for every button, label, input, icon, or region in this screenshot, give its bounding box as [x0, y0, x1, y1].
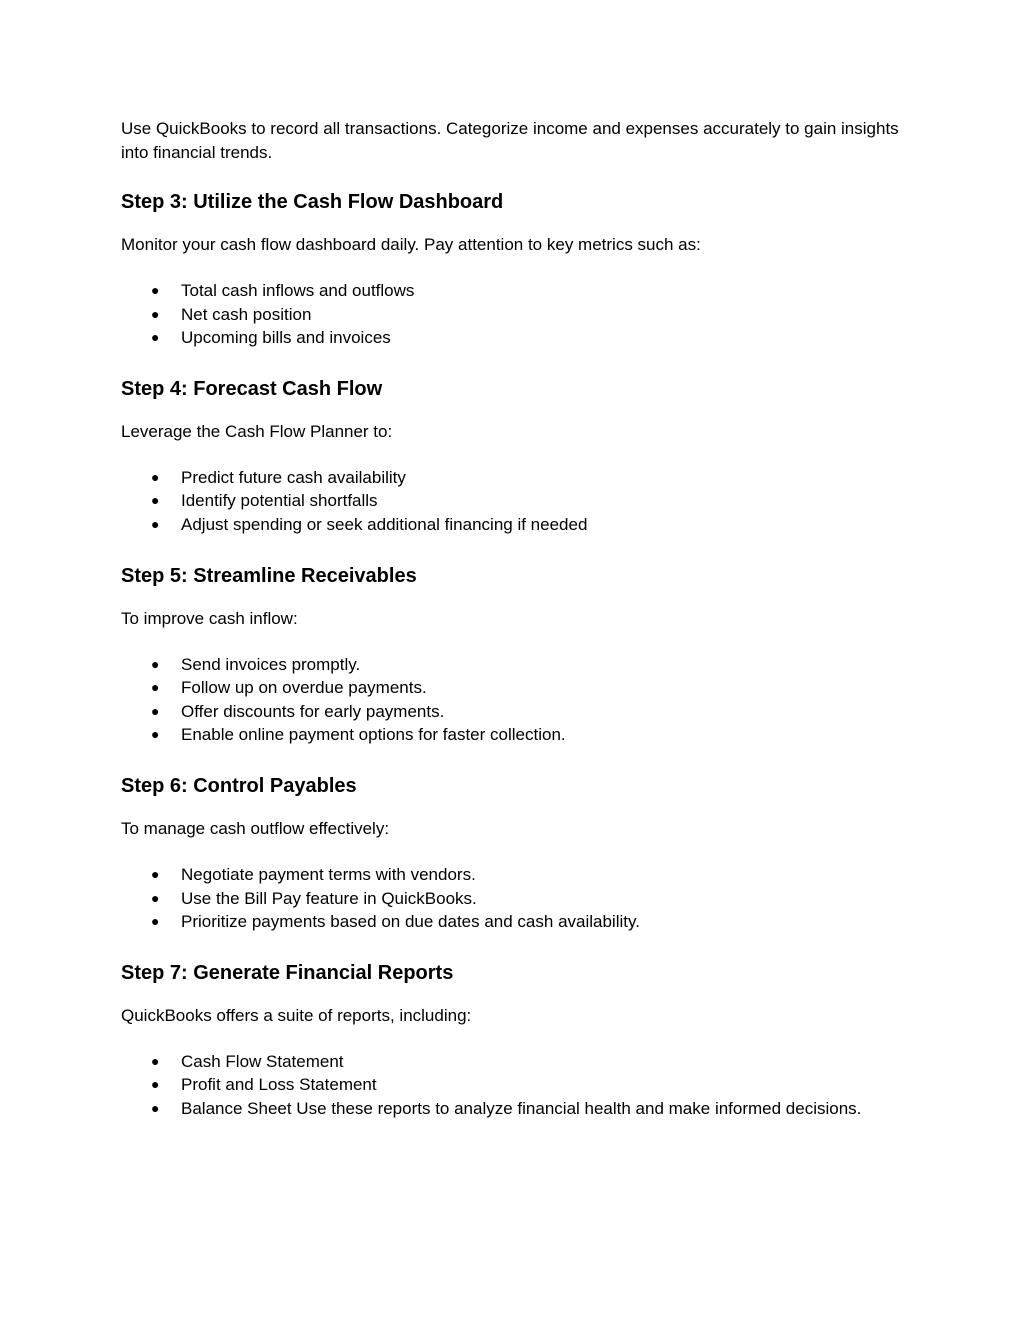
bullet-list [121, 1050, 911, 1121]
bullet-icon: ● [151, 282, 160, 298]
bullet-icon: ● [151, 865, 160, 882]
section-heading: Step 5: Streamline Receivables [121, 564, 417, 587]
section-heading: Step 7: Generate Financial Reports [121, 961, 454, 984]
section-heading: Step 6: Control Payables [121, 774, 357, 797]
bullet-icon: ● [151, 305, 160, 322]
list-item [121, 723, 911, 747]
bullet-list [121, 863, 911, 934]
list-item [121, 303, 911, 327]
list-item-text: Predict future cash availability [181, 467, 406, 487]
bullet-icon: ● [151, 1076, 160, 1093]
list-item-text: Upcoming bills and invoices [181, 328, 391, 348]
list-item-text: Total cash inflows and outflows [181, 281, 415, 300]
list-item [121, 1097, 911, 1121]
list-item [121, 653, 911, 677]
bullet-list [121, 653, 911, 747]
bullet-list [121, 466, 911, 537]
list-item-text: Enable online payment options for faster collection. [181, 725, 566, 745]
list-item-text: Net cash position [181, 304, 312, 324]
bullet-icon: ● [151, 889, 160, 906]
bullet-icon: ● [151, 515, 160, 532]
list-item [121, 513, 911, 537]
section-heading: Step 3: Utilize the Cash Flow Dashboard [121, 191, 504, 213]
section-lead: To improve cash inflow: [121, 608, 298, 628]
section-step-6 [121, 773, 911, 960]
section-lead: Leverage the Cash Flow Planner to: [121, 421, 393, 441]
list-item-text: Adjust spending or seek additional financing if needed [181, 514, 588, 534]
list-item [121, 489, 911, 513]
bullet-icon: ● [151, 913, 160, 930]
list-item [121, 326, 911, 350]
list-item [121, 910, 911, 934]
list-item [121, 1073, 911, 1097]
document-page [121, 117, 911, 1121]
section-heading: Step 4: Forecast Cash Flow [121, 377, 383, 400]
list-item [121, 279, 911, 303]
bullet-icon: ● [151, 1052, 160, 1069]
list-item-text: Profit and Loss Statement [181, 1075, 377, 1095]
bullet-icon: ● [151, 655, 160, 672]
bullet-icon: ● [151, 492, 160, 509]
list-item-text: Negotiate payment terms with vendors. [181, 864, 476, 884]
section-lead: QuickBooks offers a suite of reports, including: [121, 1005, 472, 1025]
list-item-text: Balance Sheet Use these reports to analyze financial health and make informed decisions. [181, 1098, 862, 1118]
list-item-text: Cash Flow Statement [181, 1051, 344, 1071]
list-item [121, 887, 911, 911]
list-item [121, 700, 911, 724]
section-lead: To manage cash outflow effectively: [121, 818, 390, 838]
section-lead: Monitor your cash flow dashboard daily. Pay attention to key metrics such as: [121, 235, 701, 254]
section-step-4 [121, 376, 911, 563]
section-step-7 [121, 960, 911, 1121]
section-step-5 [121, 563, 911, 773]
intro-paragraph: Use QuickBooks to record all transactions. Categorize income and expenses accurately to gain insights into financial trends. [121, 119, 899, 162]
bullet-icon: ● [151, 468, 160, 485]
bullet-list [121, 279, 911, 350]
list-item-text: Send invoices promptly. [181, 654, 361, 674]
list-item-text: Prioritize payments based on due dates and cash availability. [181, 912, 640, 932]
list-item-text: Identify potential shortfalls [181, 491, 378, 511]
list-item [121, 1050, 911, 1074]
list-item-text: Use the Bill Pay feature in QuickBooks. [181, 888, 477, 908]
list-item [121, 466, 911, 490]
bullet-icon: ● [151, 329, 160, 346]
section-step-3 [121, 189, 911, 376]
list-item [121, 676, 911, 700]
bullet-icon: ● [151, 702, 160, 719]
bullet-icon: ● [151, 679, 160, 696]
list-item-text: Follow up on overdue payments. [181, 678, 427, 698]
bullet-icon: ● [151, 726, 160, 743]
list-item [121, 863, 911, 887]
list-item-text: Offer discounts for early payments. [181, 701, 445, 721]
bullet-icon: ● [151, 1099, 160, 1116]
